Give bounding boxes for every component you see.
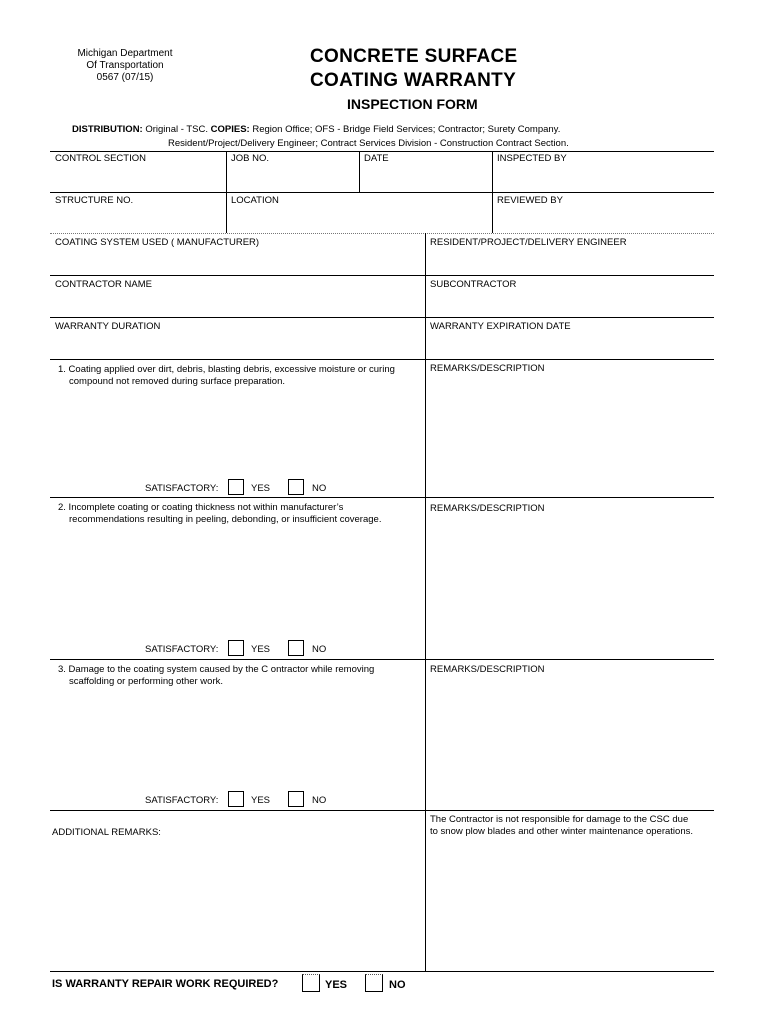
- additional-remarks-label: ADDITIONAL REMARKS:: [52, 827, 161, 838]
- item-3-text-line-2: scaffolding or performing other work.: [69, 675, 224, 687]
- divider-main: [425, 233, 426, 971]
- inspected-by-label: INSPECTED BY: [497, 153, 567, 164]
- item-3-no-label: NO: [312, 795, 327, 806]
- copies-text: Region Office; OFS - Bridge Field Services; Contractor; Surety Company.: [249, 124, 561, 135]
- job-no-label: JOB NO.: [231, 153, 270, 164]
- rule-row-3: [50, 233, 714, 234]
- subcontractor-label: SUBCONTRACTOR: [430, 279, 517, 290]
- item-3-satisfactory-label: SATISFACTORY:: [145, 795, 219, 806]
- note-line-1: The Contractor is not responsible for damage to the CSC due: [430, 814, 689, 825]
- repair-yes-label: YES: [325, 979, 348, 991]
- copies-label: COPIES:: [210, 124, 250, 135]
- item-3-yes-label: YES: [251, 795, 271, 806]
- item-1-remarks-label: REMARKS/DESCRIPTION: [430, 363, 545, 374]
- item-2-remarks-label: REMARKS/DESCRIPTION: [430, 503, 545, 514]
- item-3-no-checkbox[interactable]: [288, 791, 304, 807]
- form-subtitle: INSPECTION FORM: [347, 96, 478, 112]
- item-2-yes-checkbox[interactable]: [228, 640, 244, 656]
- rule-item-3-bottom: [50, 810, 714, 811]
- item-3-text-line-1: 3. Damage to the coating system caused by the C ontractor while removing: [58, 664, 375, 675]
- engineer-label: RESIDENT/PROJECT/DELIVERY ENGINEER: [430, 237, 627, 248]
- contractor-name-label: CONTRACTOR NAME: [55, 279, 152, 290]
- item-2-no-checkbox[interactable]: [288, 640, 304, 656]
- distribution-label: DISTRIBUTION:: [72, 124, 143, 135]
- distribution-text: Original - TSC.: [142, 124, 211, 135]
- warranty-expiration-label: WARRANTY EXPIRATION DATE: [430, 321, 571, 332]
- item-2-no-label: NO: [312, 644, 327, 655]
- rule-top: [50, 151, 714, 152]
- inspection-item-3: [58, 664, 420, 687]
- rule-bottom: [50, 971, 714, 972]
- reviewed-by-label: REVIEWED BY: [497, 195, 563, 206]
- item-1-no-checkbox[interactable]: [288, 479, 304, 495]
- item-2-text-line-2: recommendations resulting in peeling, debonding, or insufficient coverage.: [69, 513, 382, 525]
- item-3-remarks-label: REMARKS/DESCRIPTION: [430, 664, 545, 675]
- distribution-line-1: [72, 124, 560, 135]
- item-1-text-line-2: compound not removed during surface preparation.: [69, 375, 285, 387]
- rule-row-5: [50, 317, 714, 318]
- location-label: LOCATION: [231, 195, 279, 206]
- item-2-satisfactory-label: SATISFACTORY:: [145, 644, 219, 655]
- agency-block: [60, 48, 190, 84]
- form-title-line-1: CONCRETE SURFACE: [310, 46, 518, 67]
- form-title-line-2: COATING WARRANTY: [310, 70, 517, 91]
- warranty-duration-label: WARRANTY DURATION: [55, 321, 161, 332]
- item-2-yes-label: YES: [251, 644, 271, 655]
- inspection-item-2: [58, 502, 420, 525]
- rule-item-1-bottom: [50, 497, 714, 498]
- date-label: DATE: [364, 153, 389, 164]
- inspection-item-1: [58, 364, 420, 387]
- note-line-2: to snow plow blades and other winter maintenance operations.: [430, 825, 693, 837]
- rule-item-2-bottom: [50, 659, 714, 660]
- item-2-text-line-1: 2. Incomplete coating or coating thickness not within manufacturer’s: [58, 502, 344, 513]
- winter-maintenance-note: [430, 814, 720, 837]
- repair-no-checkbox[interactable]: [365, 974, 383, 992]
- repair-question: IS WARRANTY REPAIR WORK REQUIRED?: [52, 978, 279, 990]
- repair-yes-checkbox[interactable]: [302, 974, 320, 992]
- distribution-line-2: Resident/Project/Delivery Engineer; Contract Services Division - Construction Contract Section.: [168, 138, 569, 149]
- structure-no-label: STRUCTURE NO.: [55, 195, 134, 206]
- rule-row-2: [50, 192, 714, 193]
- item-1-yes-checkbox[interactable]: [228, 479, 244, 495]
- coating-system-label: COATING SYSTEM USED ( MANUFACTURER): [55, 237, 260, 248]
- repair-no-label: NO: [389, 979, 406, 991]
- form-number: 0567 (07/15): [96, 72, 154, 83]
- rule-row-6: [50, 359, 714, 360]
- divider-job-date: [359, 151, 360, 193]
- agency-line-1: Michigan Department: [77, 48, 173, 59]
- agency-line-2: Of Transportation: [86, 60, 164, 71]
- rule-row-4: [50, 275, 714, 276]
- item-1-yes-label: YES: [251, 483, 271, 494]
- item-1-text-line-1: 1. Coating applied over dirt, debris, blasting debris, excessive moisture or curing: [58, 364, 395, 375]
- item-1-satisfactory-label: SATISFACTORY:: [145, 483, 219, 494]
- control-section-label: CONTROL SECTION: [55, 153, 146, 164]
- item-3-yes-checkbox[interactable]: [228, 791, 244, 807]
- item-1-no-label: NO: [312, 483, 327, 494]
